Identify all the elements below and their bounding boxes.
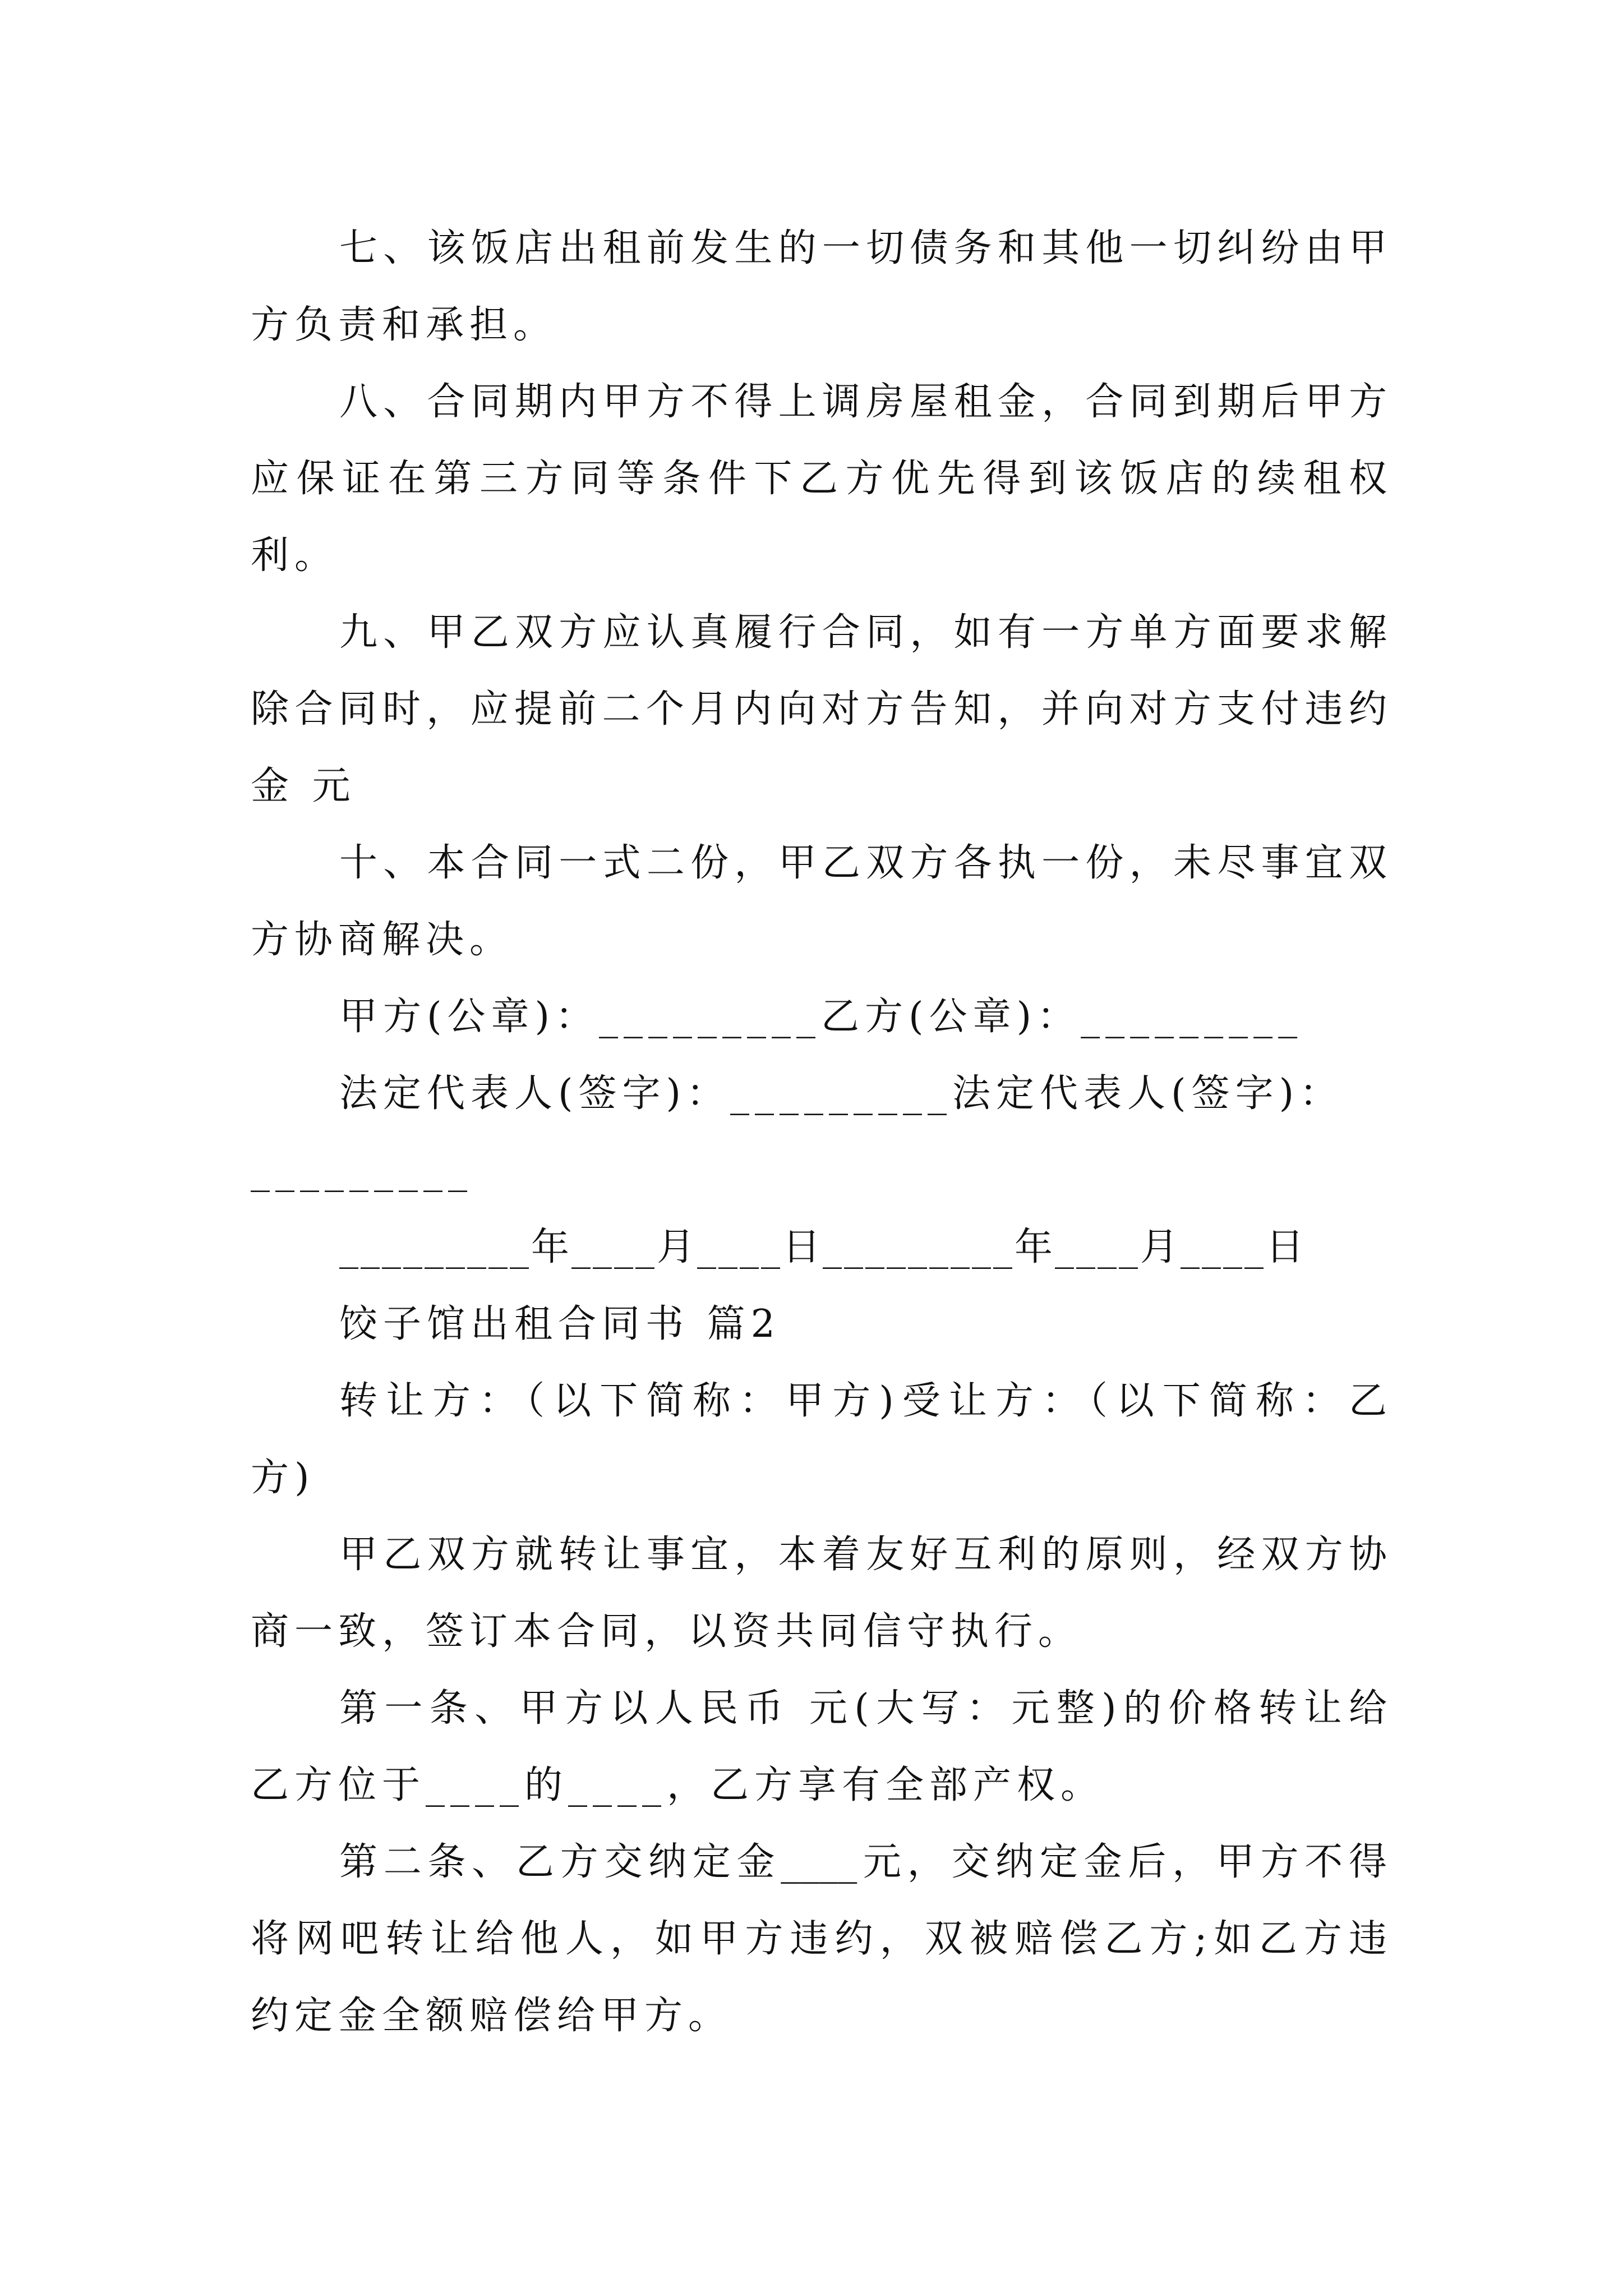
article-2-line-3: 约定金全额赔偿给甲方。 bbox=[251, 1994, 732, 2038]
preamble-paragraph bbox=[251, 1516, 1387, 1670]
clause-10-line-1: 十、本合同一式二份，甲乙双方各执一份，未尽事宜双 bbox=[339, 841, 1387, 885]
seal-line: 甲方(公章)：_________乙方(公章)：_________ bbox=[339, 995, 1303, 1039]
article-1-line-2: 乙方位于____的____，乙方享有全部产权。 bbox=[251, 1763, 1105, 1807]
preamble-line-1: 甲乙双方就转让事宜，本着友好互利的原则，经双方协 bbox=[339, 1533, 1387, 1577]
article-2-line-2: 将网吧转让给他人，如甲方违约，双被赔偿乙方;如乙方违 bbox=[251, 1917, 1387, 1961]
parties-line-1: 转让方：（以下简称：甲方)受让方：（以下简称：乙 bbox=[339, 1379, 1387, 1423]
article-1-line-1: 第一条、甲方以人民币 元(大写：元整)的价格转让给 bbox=[339, 1686, 1387, 1731]
date-line: _________年____月____日_________年____月____日 bbox=[339, 1225, 1307, 1269]
clause-8-line-3: 利。 bbox=[251, 533, 339, 578]
clause-9-line-2: 除合同时，应提前二个月内向对方告知，并向对方支付违约 bbox=[251, 687, 1387, 731]
document-body bbox=[251, 210, 1387, 2054]
clause-9-line-1: 九、甲乙双方应认真履行合同，如有一方单方面要求解 bbox=[339, 610, 1387, 655]
representative-line: 法定代表人(签字)：_________法定代表人(签字)： bbox=[339, 1071, 1344, 1116]
representative-blank: _________ bbox=[251, 1148, 473, 1193]
section-2-title: 饺子馆出租合同书 篇2 bbox=[339, 1302, 781, 1346]
parties-paragraph bbox=[251, 1363, 1387, 1516]
clause-9 bbox=[251, 594, 1387, 825]
preamble-line-2: 商一致，签订本合同，以资共同信守执行。 bbox=[251, 1609, 1082, 1654]
clause-7-line-2: 方负责和承担。 bbox=[251, 303, 557, 347]
article-2-line-1: 第二条、乙方交纳定金____元，交纳定金后，甲方不得 bbox=[339, 1840, 1387, 1884]
clause-10 bbox=[251, 825, 1387, 978]
signature-block bbox=[251, 978, 1387, 1286]
article-2 bbox=[251, 1824, 1387, 2054]
section-2 bbox=[251, 1286, 1387, 2054]
clause-9-line-3: 金 元 bbox=[251, 764, 356, 808]
article-1 bbox=[251, 1670, 1387, 1824]
clause-7 bbox=[251, 210, 1387, 364]
clause-7-line-1: 七、该饭店出租前发生的一切债务和其他一切纠纷由甲 bbox=[339, 226, 1387, 270]
clause-8 bbox=[251, 364, 1387, 594]
parties-line-2: 方) bbox=[251, 1456, 315, 1500]
clause-10-line-2: 方协商解决。 bbox=[251, 918, 514, 962]
clause-8-line-2: 应保证在第三方同等条件下乙方优先得到该饭店的续租权 bbox=[251, 457, 1387, 501]
clause-8-line-1: 八、合同期内甲方不得上调房屋租金，合同到期后甲方 bbox=[339, 380, 1387, 424]
